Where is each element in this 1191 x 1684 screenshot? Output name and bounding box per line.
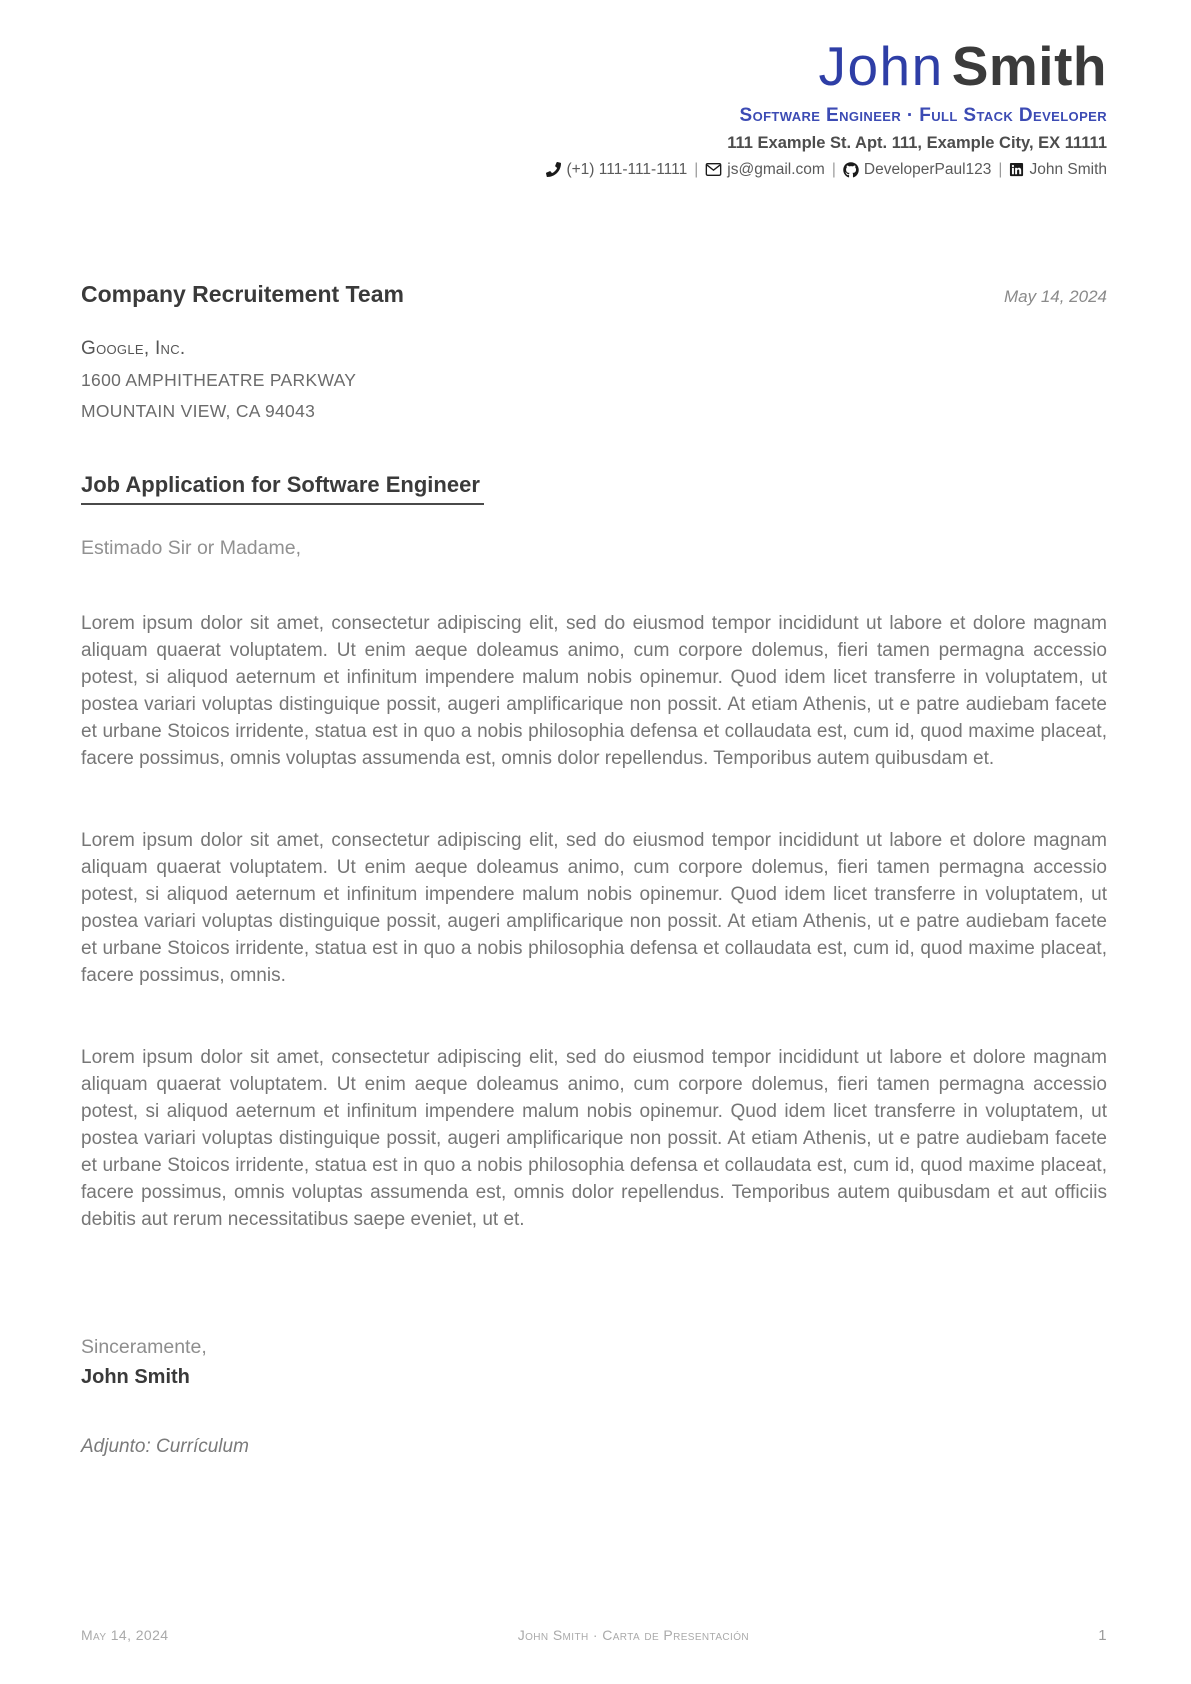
letter-date: May 14, 2024 xyxy=(1003,286,1107,306)
recipient-address-line: 1600 AMPHITHEATRE PARKWAY xyxy=(81,369,357,390)
author-name xyxy=(81,36,1107,97)
subject-wrap xyxy=(81,472,1107,505)
letter-greeting: Estimado Sir or Madame, xyxy=(81,536,301,559)
linkedin-icon xyxy=(1009,162,1024,177)
closing-block xyxy=(81,1336,1107,1458)
author-job-title: Software Engineer · Full Stack Developer xyxy=(739,104,1107,126)
letter-header xyxy=(81,36,1107,179)
recipient-title: Company Recruitement Team xyxy=(81,280,404,307)
phone-icon xyxy=(546,162,561,177)
page-footer xyxy=(81,1627,1107,1644)
contact-github xyxy=(843,161,992,179)
letter-paragraphs xyxy=(81,610,1107,1233)
contact-linkedin xyxy=(1009,161,1107,179)
phone-number: (+1) 111-111-1111 xyxy=(566,160,688,178)
letter-signature: John Smith xyxy=(81,1365,190,1388)
contact-line xyxy=(81,161,1107,179)
author-address: 111 Example St. Apt. 111, Example City, EX 11111 xyxy=(727,133,1107,152)
contact-phone xyxy=(546,161,687,179)
letter-enclosure: Adjunto: Currículum xyxy=(81,1435,249,1457)
recipient-row xyxy=(81,281,1107,308)
recipient-section xyxy=(81,281,1107,422)
letter-subject: Job Application for Software Engineer xyxy=(81,472,484,505)
letter-paragraph: Lorem ipsum dolor sit amet, consectetur adipiscing elit, sed do eiusmod tempor incididunt ut labore et dolore magnam aliquam quaerat voluptatem. Ut enim aeque doleamus animo, cum corpore dolemus, fieri tamen permagna accessio potest, si aliquod aeternum et infinitum impendere malum nobis opinemur. Quod idem licet transferre in voluptatem, ut postea variari voluptas distinguique possit, augeri amplificarique non possit. At etiam Athenis, ut e patre audiebam facete et urbane Stoicos irridente, statua est in quo a nobis philosophia defensa et collaudata est, cum id, quod maxime placeat, facere possimus, omnis voluptas assumenda est, omnis dolor repellendus. Temporibus autem quibusdam et aut officiis debitis aut rerum necessitatibus saepe eveniet, ut et. xyxy=(81,1046,1107,1230)
contact-separator: | xyxy=(694,160,699,178)
letter-body xyxy=(81,472,1107,1458)
email-icon xyxy=(705,162,722,177)
contact-separator: | xyxy=(831,160,836,178)
author-last-name: Smith xyxy=(951,35,1107,97)
letter-paragraph: Lorem ipsum dolor sit amet, consectetur adipiscing elit, sed do eiusmod tempor incididunt ut labore et dolore magnam aliquam quaerat voluptatem. Ut enim aeque doleamus animo, cum corpore dolemus, fieri tamen permagna accessio potest, si aliquod aeternum et infinitum impendere malum nobis opinemur. Quod idem licet transferre in voluptatem, ut postea variari voluptas distinguique possit, augeri amplificarique non possit. At etiam Athenis, ut e patre audiebam facete et urbane Stoicos irridente, statua est in quo a nobis philosophia defensa et collaudata est, cum id, quod maxime placeat, facere possimus, omnis. xyxy=(81,829,1107,986)
github-icon xyxy=(843,162,859,178)
contact-separator: | xyxy=(998,160,1003,178)
github-username: DeveloperPaul123 xyxy=(863,160,992,178)
recipient-company: Google, Inc. xyxy=(81,337,186,359)
recipient-address-line: MOUNTAIN VIEW, CA 94043 xyxy=(81,400,316,421)
footer-page-number: 1 xyxy=(1098,1627,1107,1644)
linkedin-name: John Smith xyxy=(1029,160,1107,178)
footer-document-title: John Smith · Carta de Presentación xyxy=(517,1627,749,1643)
email-address: js@gmail.com xyxy=(727,160,825,178)
letter-closing: Sinceramente, xyxy=(81,1335,207,1358)
letter-paragraph: Lorem ipsum dolor sit amet, consectetur adipiscing elit, sed do eiusmod tempor incididunt ut labore et dolore magnam aliquam quaerat voluptatem. Ut enim aeque doleamus animo, cum corpore dolemus, fieri tamen permagna accessio potest, si aliquod aeternum et infinitum impendere malum nobis opinemur. Quod idem licet transferre in voluptatem, ut postea variari voluptas distinguique possit, augeri amplificarique non possit. At etiam Athenis, ut e patre audiebam facete et urbane Stoicos irridente, statua est in quo a nobis philosophia defensa et collaudata est, cum id, quod maxime placeat, facere possimus, omnis voluptas assumenda est, omnis dolor repellendus. Temporibus autem quibusdam et. xyxy=(81,612,1107,769)
footer-date: May 14, 2024 xyxy=(81,1627,169,1643)
contact-email xyxy=(705,161,825,179)
author-first-name: John xyxy=(818,35,944,97)
